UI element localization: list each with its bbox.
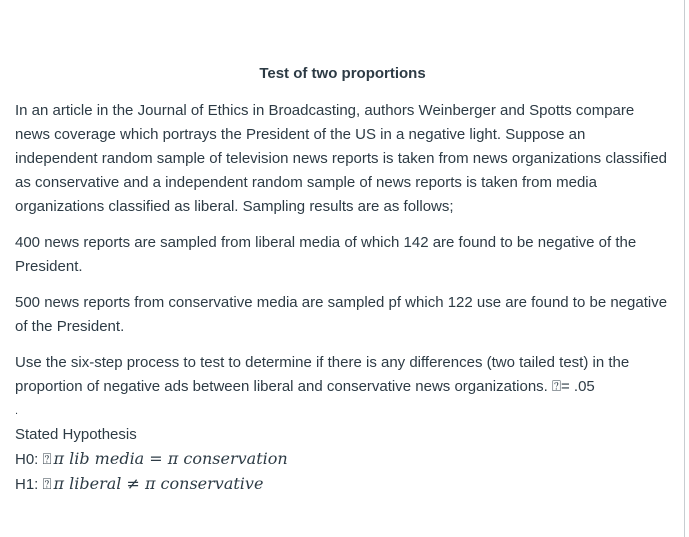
null-hypothesis-formula: π lib media = π conservation	[53, 449, 288, 468]
stray-dot: .	[15, 405, 19, 417]
task-paragraph: Use the six-step process to test to determine if there is any differences (two tailed test) in the proportion of negative ads between liberal and conservative news organizations. ⍰= .05	[15, 354, 630, 395]
question-content	[15, 64, 670, 497]
alternative-hypothesis-formula: π liberal ≠ π conservative	[53, 474, 264, 493]
alternative-hypothesis-label: H1: ⍰	[15, 476, 52, 493]
intro-paragraph: In an article in the Journal of Ethics in Broadcasting, authors Weinberger and Spotts compare news coverage which portrays the President of the US in a negative light. Suppose an independent random sample of television news reports is taken from news organizations classified as conservative and a independent random sample of news reports is taken from media organizations classified as liberal. Sampling results are as follows;	[15, 102, 668, 215]
right-border	[684, 0, 685, 537]
null-hypothesis	[15, 447, 670, 472]
conservative-sample-paragraph: 500 news reports from conservative media are sampled pf which 122 use are found to be negative of the President.	[15, 294, 668, 335]
null-hypothesis-label: H0: ⍰	[15, 451, 52, 468]
hypothesis-heading: Stated Hypothesis	[15, 426, 137, 443]
question-title: Test of two proportions	[259, 65, 426, 82]
liberal-sample-paragraph: 400 news reports are sampled from liberal media of which 142 are found to be negative of the President.	[15, 234, 637, 275]
alternative-hypothesis	[15, 472, 670, 497]
